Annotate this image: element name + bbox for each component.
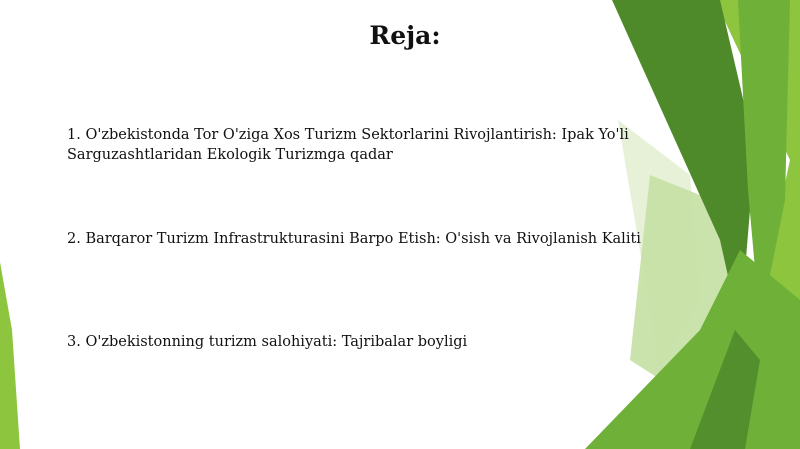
left-edge-green-shape <box>0 262 20 449</box>
list-item: 3. O'zbekistonning turizm salohiyati: Tajribalar boyligi <box>67 334 468 350</box>
slide-title: Reja: <box>369 21 441 50</box>
list-item: 2. Barqaror Turizm Infrastrukturasini Barpo Etish: O'sish va Rivojlanish Kaliti <box>67 231 641 247</box>
list-item: 1. O'zbekistonda Tor O'ziga Xos Turizm Sektorlarini Rivojlantirish: Ipak Yo'li Sarguzashtlaridan Ekologik Turizmga qadar <box>67 127 629 163</box>
